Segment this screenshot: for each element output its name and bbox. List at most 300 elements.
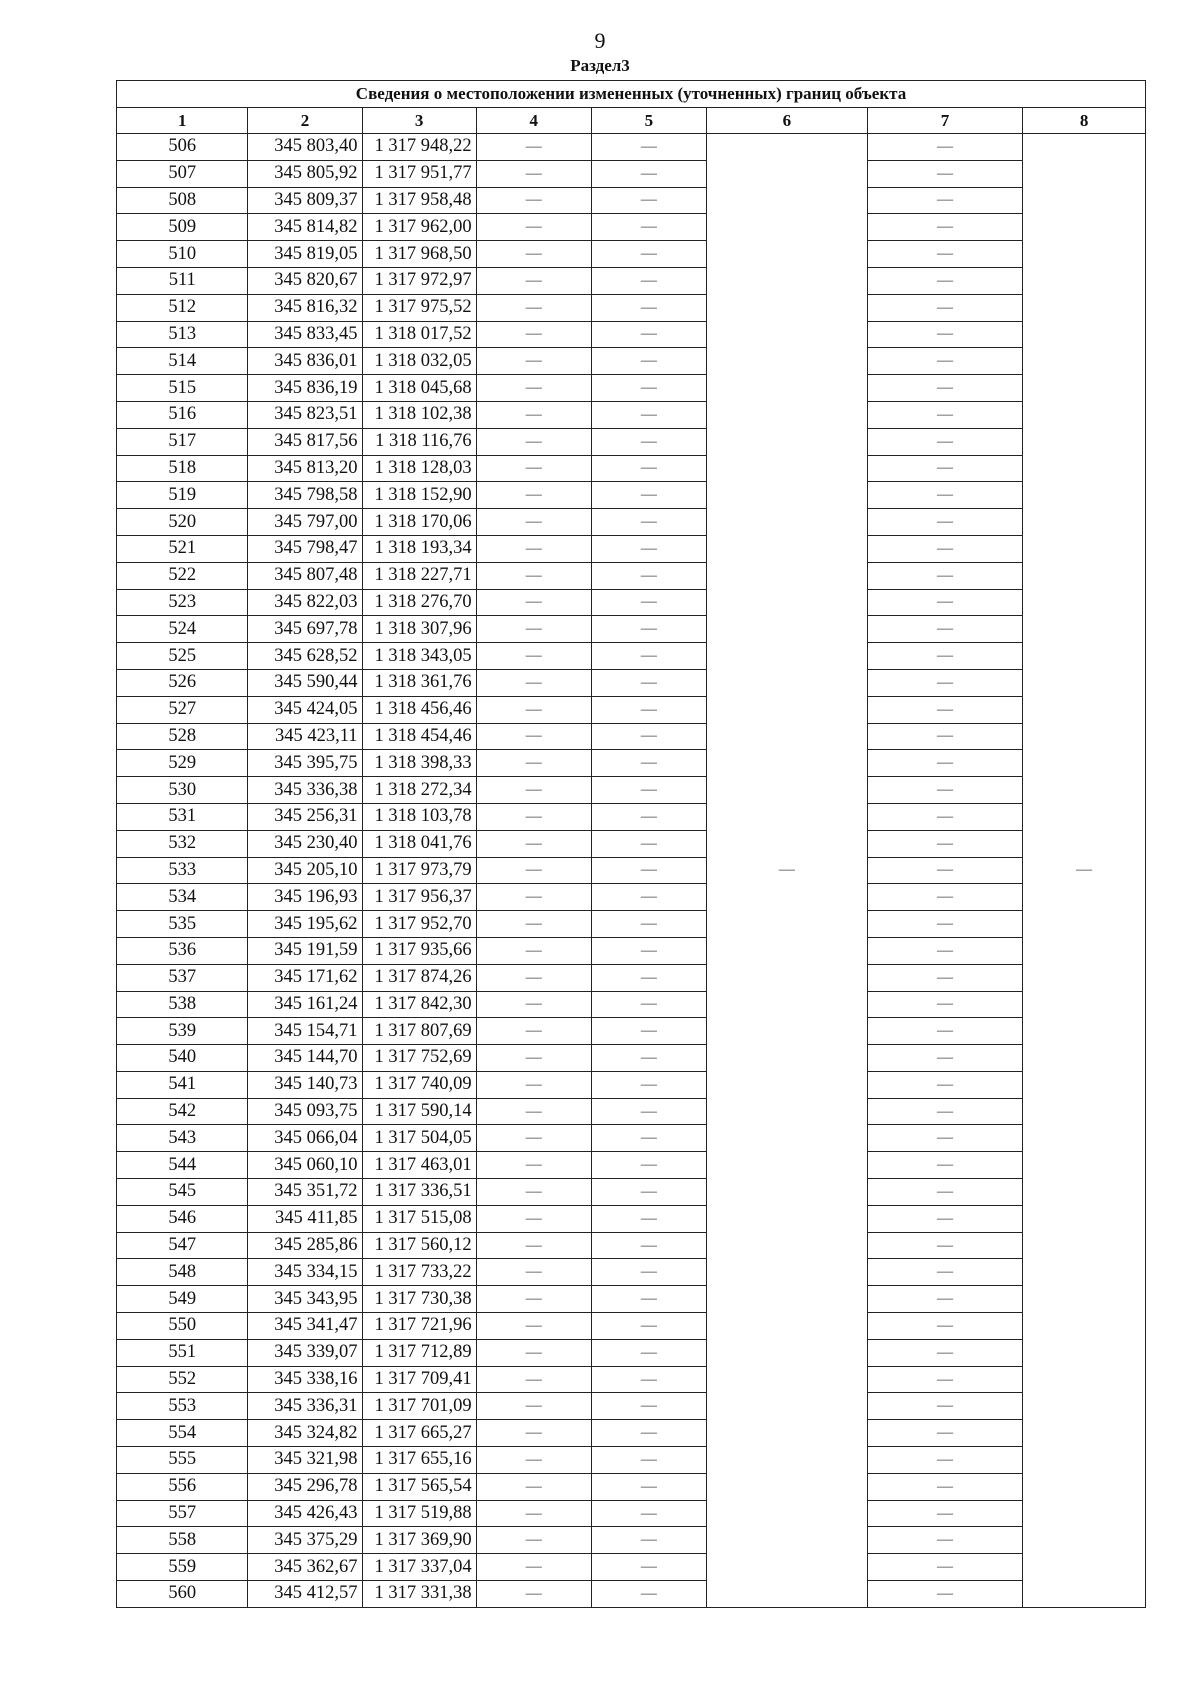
column-5-dash-cell: — [591,1366,706,1393]
column-7-dash-cell: — [867,830,1022,857]
column-5-dash-cell: — [591,535,706,562]
point-number-cell: 512 [117,294,248,321]
x-coordinate-cell: 345 324,82 [248,1420,362,1447]
y-coordinate-cell: 1 317 565,54 [362,1473,476,1500]
column-4-dash-cell: — [476,1339,591,1366]
page-number: 9 [594,28,606,53]
y-coordinate-cell: 1 318 032,05 [362,348,476,375]
table-body [117,134,1146,1608]
x-coordinate-cell: 345 066,04 [248,1125,362,1152]
y-coordinate-cell: 1 317 958,48 [362,187,476,214]
column-7-dash-cell: — [867,803,1022,830]
y-coordinate-cell: 1 317 842,30 [362,991,476,1018]
x-coordinate-cell: 345 803,40 [248,134,362,161]
column-5-dash-cell: — [591,643,706,670]
x-coordinate-cell: 345 230,40 [248,830,362,857]
x-coordinate-cell: 345 798,47 [248,535,362,562]
point-number-cell: 508 [117,187,248,214]
column-7-dash-cell: — [867,1581,1022,1608]
column-number-3: 3 [362,108,476,134]
point-number-cell: 515 [117,375,248,402]
x-coordinate-cell: 345 205,10 [248,857,362,884]
column-5-dash-cell: — [591,1286,706,1313]
column-7-dash-cell: — [867,991,1022,1018]
column-7-dash-cell: — [867,134,1022,161]
y-coordinate-cell: 1 318 456,46 [362,696,476,723]
column-4-dash-cell: — [476,750,591,777]
table-row [117,455,1146,482]
y-coordinate-cell: 1 317 740,09 [362,1071,476,1098]
column-4-dash-cell: — [476,857,591,884]
column-4-dash-cell: — [476,241,591,268]
table-row [117,1527,1146,1554]
y-coordinate-cell: 1 317 733,22 [362,1259,476,1286]
column-5-dash-cell: — [591,884,706,911]
x-coordinate-cell: 345 144,70 [248,1045,362,1072]
column-4-dash-cell: — [476,348,591,375]
column-number-6: 6 [706,108,867,134]
column-5-dash-cell: — [591,1313,706,1340]
table-row [117,857,1146,884]
column-5-dash-cell: — [591,267,706,294]
point-number-cell: 519 [117,482,248,509]
y-coordinate-cell: 1 317 948,22 [362,134,476,161]
column-4-dash-cell: — [476,1286,591,1313]
column-7-dash-cell: — [867,1152,1022,1179]
y-coordinate-cell: 1 317 721,96 [362,1313,476,1340]
column-7-dash-cell: — [867,937,1022,964]
point-number-cell: 529 [117,750,248,777]
point-number-cell: 550 [117,1313,248,1340]
table-row [117,1447,1146,1474]
column-4-dash-cell: — [476,1045,591,1072]
column-5-dash-cell: — [591,241,706,268]
y-coordinate-cell: 1 318 103,78 [362,803,476,830]
point-number-cell: 545 [117,1179,248,1206]
column-4-dash-cell: — [476,830,591,857]
y-coordinate-cell: 1 318 272,34 [362,777,476,804]
column-4-dash-cell: — [476,1152,591,1179]
y-coordinate-cell: 1 317 972,97 [362,267,476,294]
column-5-dash-cell: — [591,1447,706,1474]
point-number-cell: 537 [117,964,248,991]
column-7-dash-cell: — [867,1259,1022,1286]
column-5-dash-cell: — [591,830,706,857]
x-coordinate-cell: 345 426,43 [248,1500,362,1527]
column-5-dash-cell: — [591,1259,706,1286]
point-number-cell: 556 [117,1473,248,1500]
x-coordinate-cell: 345 375,29 [248,1527,362,1554]
column-4-dash-cell: — [476,1179,591,1206]
point-number-cell: 523 [117,589,248,616]
point-number-cell: 538 [117,991,248,1018]
column-4-dash-cell: — [476,777,591,804]
column-5-dash-cell: — [591,348,706,375]
table-row [117,777,1146,804]
table-row [117,1205,1146,1232]
column-7-dash-cell: — [867,535,1022,562]
column-4-dash-cell: — [476,884,591,911]
y-coordinate-cell: 1 317 952,70 [362,911,476,938]
table-row [117,1554,1146,1581]
y-coordinate-cell: 1 318 170,06 [362,509,476,536]
point-number-cell: 558 [117,1527,248,1554]
column-5-dash-cell: — [591,1554,706,1581]
table-row [117,1179,1146,1206]
y-coordinate-cell: 1 317 590,14 [362,1098,476,1125]
x-coordinate-cell: 345 195,62 [248,911,362,938]
point-number-cell: 534 [117,884,248,911]
column-4-dash-cell: — [476,1259,591,1286]
x-coordinate-cell: 345 060,10 [248,1152,362,1179]
column-7-dash-cell: — [867,375,1022,402]
column-7-dash-cell: — [867,455,1022,482]
column-5-dash-cell: — [591,1125,706,1152]
column-4-dash-cell: — [476,1447,591,1474]
point-number-cell: 542 [117,1098,248,1125]
y-coordinate-cell: 1 317 956,37 [362,884,476,911]
column-4-dash-cell: — [476,1420,591,1447]
y-coordinate-cell: 1 318 017,52 [362,321,476,348]
point-number-cell: 520 [117,509,248,536]
column-4-dash-cell: — [476,1500,591,1527]
y-coordinate-cell: 1 317 515,08 [362,1205,476,1232]
column-5-dash-cell: — [591,750,706,777]
column-7-dash-cell: — [867,884,1022,911]
y-coordinate-cell: 1 318 193,34 [362,535,476,562]
y-coordinate-cell: 1 318 398,33 [362,750,476,777]
column-7-dash-cell: — [867,723,1022,750]
column-4-dash-cell: — [476,401,591,428]
column-5-dash-cell: — [591,1393,706,1420]
point-number-cell: 533 [117,857,248,884]
x-coordinate-cell: 345 343,95 [248,1286,362,1313]
x-coordinate-cell: 345 819,05 [248,241,362,268]
y-coordinate-cell: 1 318 227,71 [362,562,476,589]
x-coordinate-cell: 345 797,00 [248,509,362,536]
table-row [117,1232,1146,1259]
column-4-dash-cell: — [476,214,591,241]
point-number-cell: 540 [117,1045,248,1072]
point-number-cell: 526 [117,669,248,696]
y-coordinate-cell: 1 317 962,00 [362,214,476,241]
y-coordinate-cell: 1 318 041,76 [362,830,476,857]
column-7-dash-cell: — [867,1393,1022,1420]
table-row [117,401,1146,428]
column-4-dash-cell: — [476,964,591,991]
table-row [117,160,1146,187]
column-4-dash-cell: — [476,1581,591,1608]
column-4-dash-cell: — [476,428,591,455]
table-row [117,187,1146,214]
column-7-dash-cell: — [867,750,1022,777]
y-coordinate-cell: 1 317 752,69 [362,1045,476,1072]
point-number-cell: 511 [117,267,248,294]
point-number-cell: 555 [117,1447,248,1474]
point-number-cell: 531 [117,803,248,830]
x-coordinate-cell: 345 093,75 [248,1098,362,1125]
column-7-dash-cell: — [867,1286,1022,1313]
column-5-dash-cell: — [591,723,706,750]
column-8-merged-cell: — [1023,134,1146,1608]
column-4-dash-cell: — [476,1232,591,1259]
column-7-dash-cell: — [867,964,1022,991]
table-row [117,696,1146,723]
column-4-dash-cell: — [476,1071,591,1098]
column-5-dash-cell: — [591,428,706,455]
column-4-dash-cell: — [476,1205,591,1232]
table-row [117,509,1146,536]
column-5-dash-cell: — [591,1205,706,1232]
column-7-dash-cell: — [867,1045,1022,1072]
table-row [117,1125,1146,1152]
x-coordinate-cell: 345 256,31 [248,803,362,830]
column-4-dash-cell: — [476,1125,591,1152]
x-coordinate-cell: 345 339,07 [248,1339,362,1366]
column-4-dash-cell: — [476,134,591,161]
section-title: Раздел3 [570,56,630,75]
column-5-dash-cell: — [591,937,706,964]
column-4-dash-cell: — [476,1366,591,1393]
table-row [117,669,1146,696]
table-row [117,1393,1146,1420]
column-7-dash-cell: — [867,267,1022,294]
x-coordinate-cell: 345 836,01 [248,348,362,375]
column-7-dash-cell: — [867,401,1022,428]
column-7-dash-cell: — [867,1366,1022,1393]
column-5-dash-cell: — [591,1071,706,1098]
column-5-dash-cell: — [591,1232,706,1259]
column-7-dash-cell: — [867,696,1022,723]
column-7-dash-cell: — [867,1018,1022,1045]
x-coordinate-cell: 345 798,58 [248,482,362,509]
y-coordinate-cell: 1 317 560,12 [362,1232,476,1259]
x-coordinate-cell: 345 154,71 [248,1018,362,1045]
column-5-dash-cell: — [591,1179,706,1206]
y-coordinate-cell: 1 317 331,38 [362,1581,476,1608]
column-5-dash-cell: — [591,455,706,482]
column-5-dash-cell: — [591,321,706,348]
column-7-dash-cell: — [867,348,1022,375]
table-row [117,1286,1146,1313]
column-5-dash-cell: — [591,777,706,804]
y-coordinate-cell: 1 317 369,90 [362,1527,476,1554]
x-coordinate-cell: 345 697,78 [248,616,362,643]
column-4-dash-cell: — [476,160,591,187]
column-5-dash-cell: — [591,857,706,884]
x-coordinate-cell: 345 341,47 [248,1313,362,1340]
column-4-dash-cell: — [476,643,591,670]
column-7-dash-cell: — [867,857,1022,884]
y-coordinate-cell: 1 317 337,04 [362,1554,476,1581]
table-row [117,1473,1146,1500]
point-number-cell: 516 [117,401,248,428]
point-number-cell: 530 [117,777,248,804]
x-coordinate-cell: 345 196,93 [248,884,362,911]
column-5-dash-cell: — [591,562,706,589]
column-7-dash-cell: — [867,1071,1022,1098]
column-5-dash-cell: — [591,294,706,321]
column-4-dash-cell: — [476,375,591,402]
column-5-dash-cell: — [591,589,706,616]
column-5-dash-cell: — [591,375,706,402]
column-5-dash-cell: — [591,616,706,643]
point-number-cell: 552 [117,1366,248,1393]
y-coordinate-cell: 1 317 709,41 [362,1366,476,1393]
x-coordinate-cell: 345 423,11 [248,723,362,750]
column-number-7: 7 [867,108,1022,134]
x-coordinate-cell: 345 628,52 [248,643,362,670]
column-7-dash-cell: — [867,294,1022,321]
x-coordinate-cell: 345 336,31 [248,1393,362,1420]
column-4-dash-cell: — [476,1554,591,1581]
table-row [117,1071,1146,1098]
y-coordinate-cell: 1 317 519,88 [362,1500,476,1527]
column-7-dash-cell: — [867,1125,1022,1152]
x-coordinate-cell: 345 814,82 [248,214,362,241]
point-number-cell: 518 [117,455,248,482]
point-number-cell: 506 [117,134,248,161]
y-coordinate-cell: 1 317 665,27 [362,1420,476,1447]
y-coordinate-cell: 1 318 307,96 [362,616,476,643]
point-number-cell: 541 [117,1071,248,1098]
x-coordinate-cell: 345 816,32 [248,294,362,321]
x-coordinate-cell: 345 161,24 [248,991,362,1018]
x-coordinate-cell: 345 836,19 [248,375,362,402]
table-row [117,1500,1146,1527]
y-coordinate-cell: 1 318 152,90 [362,482,476,509]
column-4-dash-cell: — [476,482,591,509]
point-number-cell: 514 [117,348,248,375]
column-4-dash-cell: — [476,1098,591,1125]
column-5-dash-cell: — [591,1018,706,1045]
column-7-dash-cell: — [867,1098,1022,1125]
point-number-cell: 546 [117,1205,248,1232]
point-number-cell: 551 [117,1339,248,1366]
column-4-dash-cell: — [476,911,591,938]
point-number-cell: 524 [117,616,248,643]
point-number-cell: 517 [117,428,248,455]
table-row [117,241,1146,268]
y-coordinate-cell: 1 317 730,38 [362,1286,476,1313]
column-4-dash-cell: — [476,455,591,482]
y-coordinate-cell: 1 317 504,05 [362,1125,476,1152]
column-7-dash-cell: — [867,1420,1022,1447]
column-4-dash-cell: — [476,937,591,964]
point-number-cell: 560 [117,1581,248,1608]
column-4-dash-cell: — [476,1018,591,1045]
point-number-cell: 544 [117,1152,248,1179]
table-row [117,643,1146,670]
y-coordinate-cell: 1 317 701,09 [362,1393,476,1420]
y-coordinate-cell: 1 317 655,16 [362,1447,476,1474]
column-5-dash-cell: — [591,509,706,536]
column-5-dash-cell: — [591,160,706,187]
table-row [117,964,1146,991]
column-7-dash-cell: — [867,669,1022,696]
table-row [117,1045,1146,1072]
point-number-cell: 528 [117,723,248,750]
x-coordinate-cell: 345 296,78 [248,1473,362,1500]
y-coordinate-cell: 1 317 807,69 [362,1018,476,1045]
x-coordinate-cell: 345 285,86 [248,1232,362,1259]
table-row [117,267,1146,294]
column-7-dash-cell: — [867,1313,1022,1340]
table-row [117,750,1146,777]
x-coordinate-cell: 345 817,56 [248,428,362,455]
table-row [117,884,1146,911]
y-coordinate-cell: 1 318 045,68 [362,375,476,402]
y-coordinate-cell: 1 317 975,52 [362,294,476,321]
table-row [117,1018,1146,1045]
column-5-dash-cell: — [591,1152,706,1179]
table-row [117,535,1146,562]
x-coordinate-cell: 345 334,15 [248,1259,362,1286]
x-coordinate-cell: 345 395,75 [248,750,362,777]
column-4-dash-cell: — [476,616,591,643]
point-number-cell: 522 [117,562,248,589]
y-coordinate-cell: 1 318 116,76 [362,428,476,455]
x-coordinate-cell: 345 813,20 [248,455,362,482]
table-row [117,616,1146,643]
x-coordinate-cell: 345 321,98 [248,1447,362,1474]
x-coordinate-cell: 345 833,45 [248,321,362,348]
column-5-dash-cell: — [591,1098,706,1125]
column-7-dash-cell: — [867,1554,1022,1581]
column-5-dash-cell: — [591,669,706,696]
table-row [117,562,1146,589]
column-6-merged-cell: — [706,134,867,1608]
x-coordinate-cell: 345 336,38 [248,777,362,804]
column-4-dash-cell: — [476,1473,591,1500]
column-4-dash-cell: — [476,669,591,696]
y-coordinate-cell: 1 317 336,51 [362,1179,476,1206]
y-coordinate-cell: 1 317 973,79 [362,857,476,884]
column-5-dash-cell: — [591,1500,706,1527]
column-7-dash-cell: — [867,616,1022,643]
point-number-cell: 525 [117,643,248,670]
table-row [117,803,1146,830]
y-coordinate-cell: 1 317 463,01 [362,1152,476,1179]
column-7-dash-cell: — [867,911,1022,938]
x-coordinate-cell: 345 823,51 [248,401,362,428]
y-coordinate-cell: 1 317 951,77 [362,160,476,187]
column-7-dash-cell: — [867,428,1022,455]
column-5-dash-cell: — [591,401,706,428]
point-number-cell: 553 [117,1393,248,1420]
column-5-dash-cell: — [591,964,706,991]
column-5-dash-cell: — [591,1339,706,1366]
point-number-cell: 532 [117,830,248,857]
table-row [117,911,1146,938]
point-number-cell: 548 [117,1259,248,1286]
x-coordinate-cell: 345 362,67 [248,1554,362,1581]
table-row [117,214,1146,241]
table-row [117,1313,1146,1340]
x-coordinate-cell: 345 590,44 [248,669,362,696]
y-coordinate-cell: 1 318 361,76 [362,669,476,696]
column-5-dash-cell: — [591,911,706,938]
column-7-dash-cell: — [867,1527,1022,1554]
column-7-dash-cell: — [867,1179,1022,1206]
column-number-4: 4 [476,108,591,134]
column-7-dash-cell: — [867,1232,1022,1259]
column-4-dash-cell: — [476,509,591,536]
y-coordinate-cell: 1 318 343,05 [362,643,476,670]
table-row [117,348,1146,375]
y-coordinate-cell: 1 317 935,66 [362,937,476,964]
x-coordinate-cell: 345 809,37 [248,187,362,214]
